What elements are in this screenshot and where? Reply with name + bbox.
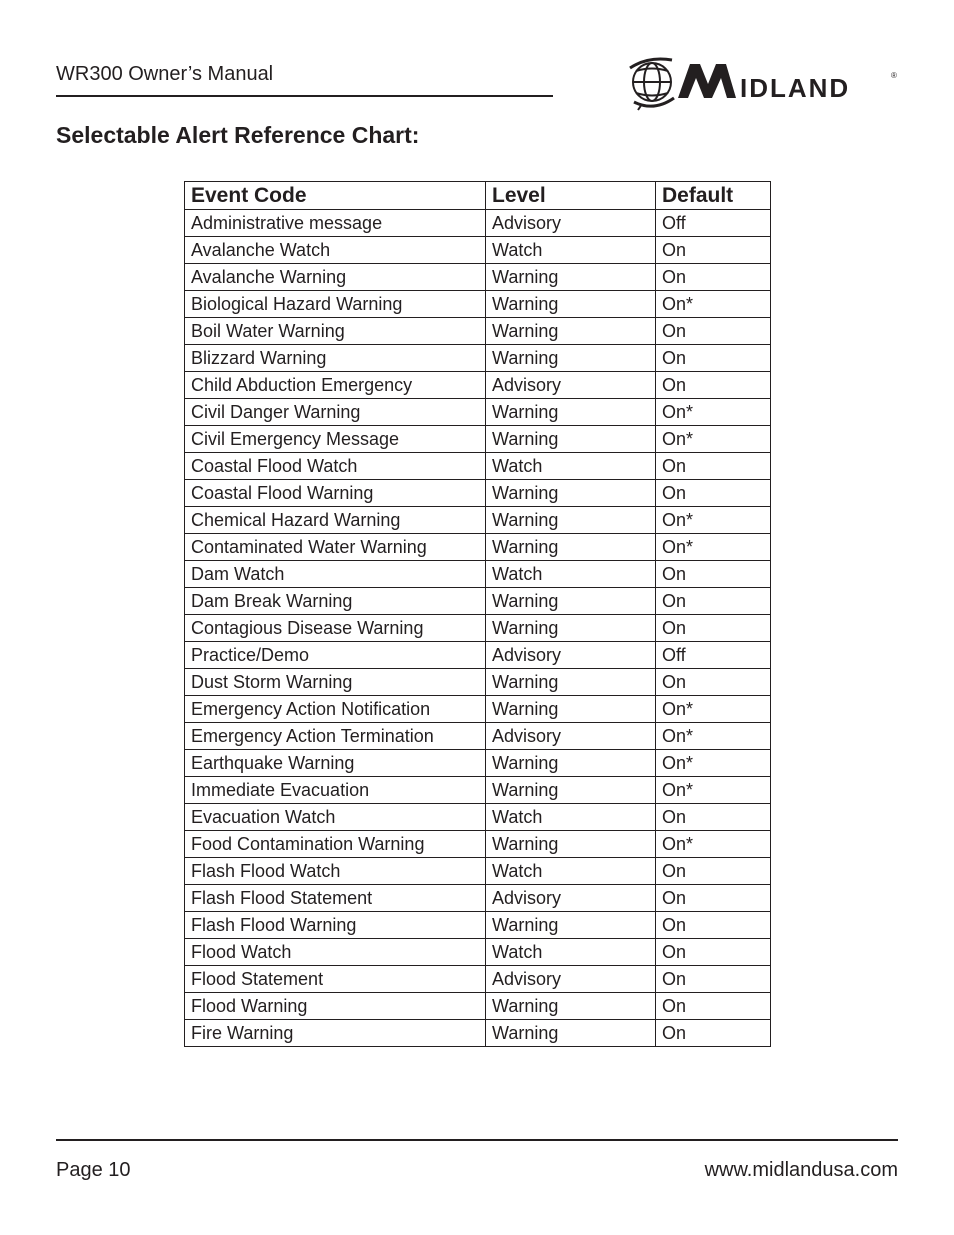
- cell-level: Warning: [486, 345, 656, 372]
- cell-level: Warning: [486, 480, 656, 507]
- cell-event-code: Emergency Action Notification: [185, 696, 486, 723]
- table-row: [185, 993, 771, 1020]
- cell-level: Warning: [486, 750, 656, 777]
- table-body: [185, 210, 771, 1047]
- alert-reference-table: [184, 181, 771, 1047]
- cell-default: On: [656, 480, 771, 507]
- cell-default: On*: [656, 399, 771, 426]
- cell-event-code: Blizzard Warning: [185, 345, 486, 372]
- table-row: [185, 480, 771, 507]
- cell-level: Warning: [486, 588, 656, 615]
- logo-m-glyph: [678, 64, 736, 98]
- cell-event-code: Biological Hazard Warning: [185, 291, 486, 318]
- cell-level: Warning: [486, 318, 656, 345]
- cell-default: On: [656, 885, 771, 912]
- cell-level: Watch: [486, 804, 656, 831]
- cell-level: Advisory: [486, 885, 656, 912]
- table-row: [185, 588, 771, 615]
- cell-event-code: Flash Flood Warning: [185, 912, 486, 939]
- cell-level: Warning: [486, 615, 656, 642]
- cell-event-code: Boil Water Warning: [185, 318, 486, 345]
- cell-event-code: Evacuation Watch: [185, 804, 486, 831]
- cell-default: On: [656, 318, 771, 345]
- header-divider: [56, 95, 553, 97]
- cell-event-code: Fire Warning: [185, 1020, 486, 1047]
- cell-event-code: Contaminated Water Warning: [185, 534, 486, 561]
- cell-default: On: [656, 453, 771, 480]
- cell-level: Warning: [486, 291, 656, 318]
- table-row: [185, 669, 771, 696]
- logo-registered-mark: ®: [891, 71, 897, 80]
- cell-event-code: Dam Break Warning: [185, 588, 486, 615]
- cell-default: On: [656, 561, 771, 588]
- cell-default: On*: [656, 777, 771, 804]
- table-row: [185, 912, 771, 939]
- cell-event-code: Child Abduction Emergency: [185, 372, 486, 399]
- logo-wordmark: IDLAND: [740, 73, 851, 103]
- cell-level: Warning: [486, 696, 656, 723]
- cell-default: On: [656, 588, 771, 615]
- cell-default: On: [656, 237, 771, 264]
- cell-default: On*: [656, 831, 771, 858]
- cell-level: Warning: [486, 912, 656, 939]
- column-header-event-code: Event Code: [185, 182, 486, 210]
- column-header-default: Default: [656, 182, 771, 210]
- cell-event-code: Administrative message: [185, 210, 486, 237]
- cell-default: On: [656, 1020, 771, 1047]
- table-row: [185, 426, 771, 453]
- cell-event-code: Contagious Disease Warning: [185, 615, 486, 642]
- cell-default: On: [656, 345, 771, 372]
- cell-default: On: [656, 993, 771, 1020]
- cell-default: On*: [656, 723, 771, 750]
- cell-default: On: [656, 966, 771, 993]
- cell-event-code: Earthquake Warning: [185, 750, 486, 777]
- cell-level: Advisory: [486, 642, 656, 669]
- cell-level: Warning: [486, 777, 656, 804]
- table-row: [185, 939, 771, 966]
- cell-event-code: Flood Warning: [185, 993, 486, 1020]
- table-row: [185, 453, 771, 480]
- table-row: [185, 210, 771, 237]
- page-number: Page 10: [56, 1159, 131, 1181]
- cell-default: On*: [656, 750, 771, 777]
- cell-level: Watch: [486, 561, 656, 588]
- table-row: [185, 237, 771, 264]
- cell-event-code: Immediate Evacuation: [185, 777, 486, 804]
- cell-event-code: Coastal Flood Watch: [185, 453, 486, 480]
- cell-event-code: Emergency Action Termination: [185, 723, 486, 750]
- cell-level: Watch: [486, 237, 656, 264]
- table-header-row: [185, 182, 771, 210]
- cell-level: Advisory: [486, 723, 656, 750]
- cell-event-code: Dam Watch: [185, 561, 486, 588]
- cell-default: On*: [656, 507, 771, 534]
- cell-default: On*: [656, 534, 771, 561]
- cell-level: Advisory: [486, 966, 656, 993]
- cell-level: Watch: [486, 858, 656, 885]
- table-row: [185, 291, 771, 318]
- cell-level: Warning: [486, 264, 656, 291]
- cell-default: Off: [656, 642, 771, 669]
- cell-event-code: Civil Danger Warning: [185, 399, 486, 426]
- section-heading: Selectable Alert Reference Chart:: [56, 122, 420, 148]
- table-row: [185, 507, 771, 534]
- cell-event-code: Civil Emergency Message: [185, 426, 486, 453]
- cell-default: On: [656, 858, 771, 885]
- table-row: [185, 966, 771, 993]
- cell-event-code: Flood Statement: [185, 966, 486, 993]
- cell-default: On: [656, 669, 771, 696]
- table-row: [185, 318, 771, 345]
- cell-default: On*: [656, 291, 771, 318]
- cell-default: Off: [656, 210, 771, 237]
- table-row: [185, 534, 771, 561]
- table-row: [185, 885, 771, 912]
- midland-logo-graphic: [628, 54, 900, 112]
- cell-level: Warning: [486, 507, 656, 534]
- table-row: [185, 399, 771, 426]
- cell-default: On: [656, 804, 771, 831]
- cell-event-code: Chemical Hazard Warning: [185, 507, 486, 534]
- manual-title: WR300 Owner’s Manual: [56, 63, 274, 85]
- cell-default: On: [656, 939, 771, 966]
- table-row: [185, 345, 771, 372]
- cell-level: Advisory: [486, 372, 656, 399]
- table-row: [185, 696, 771, 723]
- cell-default: On*: [656, 426, 771, 453]
- globe-icon: [630, 59, 674, 110]
- midland-logo: [628, 54, 900, 112]
- cell-level: Warning: [486, 534, 656, 561]
- cell-event-code: Flash Flood Statement: [185, 885, 486, 912]
- column-header-level: Level: [486, 182, 656, 210]
- table-row: [185, 777, 771, 804]
- cell-default: On: [656, 372, 771, 399]
- cell-default: On*: [656, 696, 771, 723]
- website-url: www.midlandusa.com: [704, 1159, 898, 1181]
- cell-event-code: Food Contamination Warning: [185, 831, 486, 858]
- table-row: [185, 804, 771, 831]
- table-row: [185, 750, 771, 777]
- cell-event-code: Flood Watch: [185, 939, 486, 966]
- table-row: [185, 642, 771, 669]
- cell-level: Warning: [486, 669, 656, 696]
- cell-level: Advisory: [486, 210, 656, 237]
- cell-level: Warning: [486, 1020, 656, 1047]
- cell-level: Watch: [486, 939, 656, 966]
- table-row: [185, 858, 771, 885]
- cell-event-code: Avalanche Warning: [185, 264, 486, 291]
- table-row: [185, 723, 771, 750]
- cell-default: On: [656, 264, 771, 291]
- cell-event-code: Coastal Flood Warning: [185, 480, 486, 507]
- footer-divider: [56, 1139, 898, 1141]
- cell-event-code: Practice/Demo: [185, 642, 486, 669]
- cell-default: On: [656, 615, 771, 642]
- table-row: [185, 561, 771, 588]
- cell-event-code: Avalanche Watch: [185, 237, 486, 264]
- cell-level: Warning: [486, 399, 656, 426]
- table-row: [185, 372, 771, 399]
- cell-level: Warning: [486, 831, 656, 858]
- cell-event-code: Dust Storm Warning: [185, 669, 486, 696]
- cell-level: Watch: [486, 453, 656, 480]
- table-row: [185, 1020, 771, 1047]
- cell-level: Warning: [486, 993, 656, 1020]
- cell-event-code: Flash Flood Watch: [185, 858, 486, 885]
- table-row: [185, 831, 771, 858]
- cell-default: On: [656, 912, 771, 939]
- cell-level: Warning: [486, 426, 656, 453]
- table-row: [185, 264, 771, 291]
- table-row: [185, 615, 771, 642]
